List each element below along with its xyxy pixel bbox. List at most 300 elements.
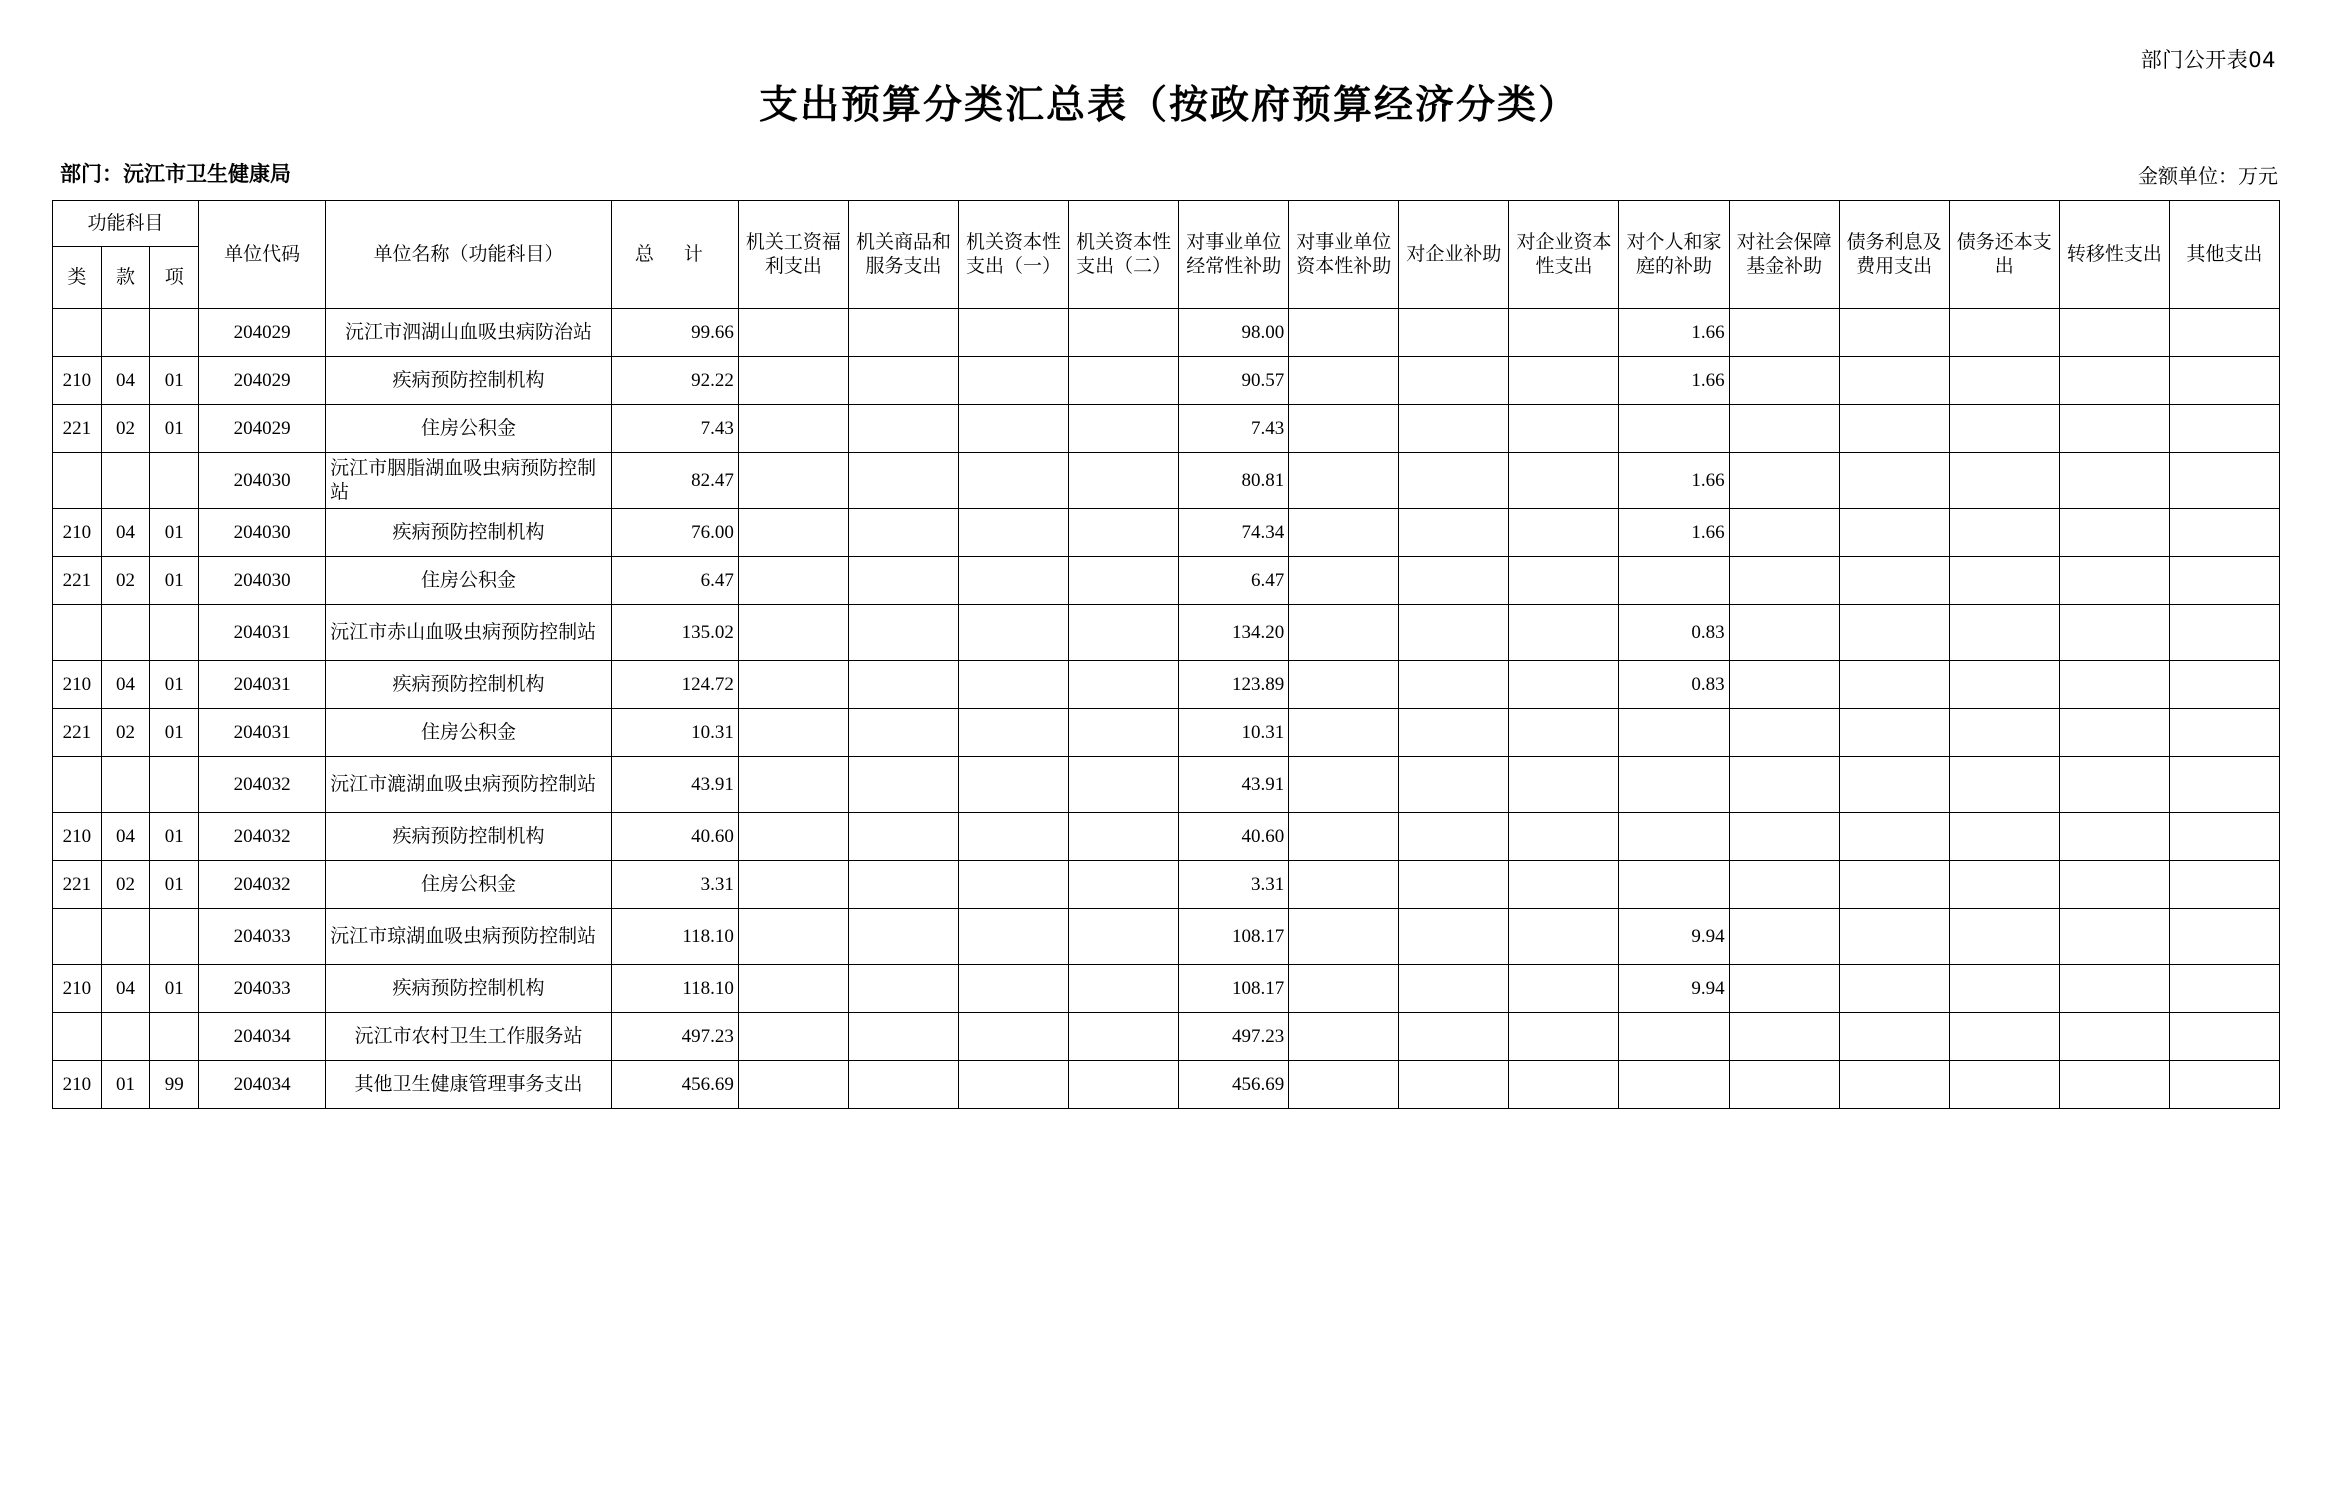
cell-col-1	[738, 661, 848, 709]
cell-kuan: 04	[101, 357, 150, 405]
cell-col-10	[1729, 1013, 1839, 1061]
cell-col-9	[1619, 557, 1729, 605]
cell-col-5: 108.17	[1179, 965, 1289, 1013]
cell-unit-code: 204029	[199, 405, 326, 453]
cell-col-7	[1399, 661, 1509, 709]
cell-xiang: 01	[150, 661, 199, 709]
cell-unit-code: 204030	[199, 453, 326, 509]
cell-col-11	[1839, 605, 1949, 661]
cell-col-7	[1399, 309, 1509, 357]
cell-xiang: 99	[150, 1061, 199, 1109]
cell-col-10	[1729, 453, 1839, 509]
cell-col-11	[1839, 757, 1949, 813]
cell-col-7	[1399, 757, 1509, 813]
cell-kuan: 02	[101, 861, 150, 909]
cell-col-10	[1729, 557, 1839, 605]
cell-col-6	[1289, 453, 1399, 509]
cell-col-13	[2059, 861, 2169, 909]
cell-lei	[53, 1013, 102, 1061]
cell-col-4	[1069, 1061, 1179, 1109]
cell-col-4	[1069, 709, 1179, 757]
table-row	[53, 709, 2280, 757]
cell-col-7	[1399, 813, 1509, 861]
cell-col-4	[1069, 965, 1179, 1013]
cell-col-6	[1289, 813, 1399, 861]
cell-col-5: 6.47	[1179, 557, 1289, 605]
cell-col-2	[848, 309, 958, 357]
cell-col-10	[1729, 709, 1839, 757]
cell-lei: 210	[53, 965, 102, 1013]
table-row	[53, 509, 2280, 557]
cell-col-8	[1509, 605, 1619, 661]
cell-unit-name: 沅江市琼湖血吸虫病预防控制站	[326, 909, 612, 965]
cell-col-13	[2059, 813, 2169, 861]
cell-unit-code: 204029	[199, 357, 326, 405]
cell-col-3	[959, 1061, 1069, 1109]
cell-col-5: 108.17	[1179, 909, 1289, 965]
cell-col-2	[848, 813, 958, 861]
cell-col-11	[1839, 1061, 1949, 1109]
cell-col-13	[2059, 453, 2169, 509]
cell-col-11	[1839, 405, 1949, 453]
cell-col-11	[1839, 965, 1949, 1013]
cell-total: 135.02	[611, 605, 738, 661]
cell-xiang: 01	[150, 509, 199, 557]
cell-xiang	[150, 909, 199, 965]
cell-lei	[53, 605, 102, 661]
cell-unit-code: 204033	[199, 965, 326, 1013]
cell-col-1	[738, 1061, 848, 1109]
cell-col-9	[1619, 405, 1729, 453]
cell-col-1	[738, 453, 848, 509]
cell-lei: 210	[53, 1061, 102, 1109]
header-unit-name: 单位名称（功能科目）	[326, 201, 612, 309]
cell-unit-name: 沅江市泗湖山血吸虫病防治站	[326, 309, 612, 357]
cell-lei	[53, 757, 102, 813]
cell-xiang	[150, 453, 199, 509]
cell-col-5: 3.31	[1179, 861, 1289, 909]
cell-lei: 210	[53, 357, 102, 405]
cell-unit-code: 204032	[199, 757, 326, 813]
cell-col-9: 1.66	[1619, 357, 1729, 405]
cell-col-11	[1839, 309, 1949, 357]
cell-col-4	[1069, 909, 1179, 965]
cell-col-5: 74.34	[1179, 509, 1289, 557]
cell-xiang	[150, 1013, 199, 1061]
header-col-11: 债务利息及费用支出	[1839, 201, 1949, 309]
budget-table	[52, 200, 2280, 1109]
cell-col-12	[1949, 1013, 2059, 1061]
department-label: 部门：沅江市卫生健康局	[60, 162, 291, 186]
cell-col-12	[1949, 405, 2059, 453]
cell-col-8	[1509, 861, 1619, 909]
cell-col-13	[2059, 405, 2169, 453]
cell-col-14	[2169, 357, 2279, 405]
cell-col-14	[2169, 605, 2279, 661]
cell-col-13	[2059, 557, 2169, 605]
cell-col-3	[959, 861, 1069, 909]
cell-unit-name: 沅江市赤山血吸虫病预防控制站	[326, 605, 612, 661]
cell-total: 7.43	[611, 405, 738, 453]
header-lei: 类	[53, 247, 102, 309]
cell-col-6	[1289, 605, 1399, 661]
cell-lei	[53, 309, 102, 357]
cell-col-2	[848, 757, 958, 813]
cell-col-5: 456.69	[1179, 1061, 1289, 1109]
cell-kuan	[101, 309, 150, 357]
cell-kuan	[101, 909, 150, 965]
cell-unit-name: 住房公积金	[326, 861, 612, 909]
cell-col-13	[2059, 309, 2169, 357]
cell-col-12	[1949, 965, 2059, 1013]
cell-col-2	[848, 709, 958, 757]
cell-unit-name: 疾病预防控制机构	[326, 509, 612, 557]
cell-col-13	[2059, 909, 2169, 965]
cell-col-10	[1729, 309, 1839, 357]
cell-unit-name: 住房公积金	[326, 709, 612, 757]
cell-col-3	[959, 909, 1069, 965]
cell-col-13	[2059, 1061, 2169, 1109]
cell-lei	[53, 453, 102, 509]
cell-col-3	[959, 357, 1069, 405]
cell-col-7	[1399, 861, 1509, 909]
cell-kuan	[101, 453, 150, 509]
cell-col-6	[1289, 1013, 1399, 1061]
header-col-4: 机关资本性支出（二）	[1069, 201, 1179, 309]
table-row	[53, 453, 2280, 509]
cell-col-5: 43.91	[1179, 757, 1289, 813]
cell-col-1	[738, 757, 848, 813]
cell-col-12	[1949, 557, 2059, 605]
cell-col-3	[959, 309, 1069, 357]
header-col-6: 对事业单位资本性补助	[1289, 201, 1399, 309]
table-body	[53, 309, 2280, 1109]
cell-col-9	[1619, 1013, 1729, 1061]
header-unit-code: 单位代码	[199, 201, 326, 309]
cell-unit-code: 204033	[199, 909, 326, 965]
cell-unit-name: 疾病预防控制机构	[326, 357, 612, 405]
cell-col-6	[1289, 405, 1399, 453]
cell-col-3	[959, 1013, 1069, 1061]
cell-col-12	[1949, 661, 2059, 709]
cell-kuan: 02	[101, 405, 150, 453]
cell-col-7	[1399, 605, 1509, 661]
cell-col-14	[2169, 861, 2279, 909]
cell-col-5: 134.20	[1179, 605, 1289, 661]
cell-col-5: 123.89	[1179, 661, 1289, 709]
cell-col-6	[1289, 1061, 1399, 1109]
table-header	[53, 201, 2280, 309]
cell-col-1	[738, 557, 848, 605]
cell-col-11	[1839, 813, 1949, 861]
cell-col-4	[1069, 405, 1179, 453]
cell-col-6	[1289, 965, 1399, 1013]
cell-col-1	[738, 861, 848, 909]
cell-col-7	[1399, 405, 1509, 453]
table-row	[53, 757, 2280, 813]
cell-col-5: 98.00	[1179, 309, 1289, 357]
cell-col-14	[2169, 813, 2279, 861]
cell-col-3	[959, 757, 1069, 813]
header-kuan: 款	[101, 247, 150, 309]
cell-col-2	[848, 965, 958, 1013]
cell-col-14	[2169, 453, 2279, 509]
cell-total: 124.72	[611, 661, 738, 709]
cell-lei: 221	[53, 709, 102, 757]
header-total: 总 计	[611, 201, 738, 309]
cell-unit-name: 住房公积金	[326, 557, 612, 605]
cell-col-12	[1949, 909, 2059, 965]
cell-col-10	[1729, 813, 1839, 861]
table-row	[53, 861, 2280, 909]
cell-col-8	[1509, 357, 1619, 405]
cell-col-9: 1.66	[1619, 509, 1729, 557]
cell-col-13	[2059, 661, 2169, 709]
cell-col-7	[1399, 453, 1509, 509]
cell-col-12	[1949, 813, 2059, 861]
cell-col-2	[848, 405, 958, 453]
cell-xiang: 01	[150, 813, 199, 861]
cell-total: 6.47	[611, 557, 738, 605]
cell-col-4	[1069, 605, 1179, 661]
cell-col-9	[1619, 813, 1729, 861]
table-row	[53, 965, 2280, 1013]
cell-col-1	[738, 965, 848, 1013]
cell-unit-code: 204031	[199, 605, 326, 661]
table-row	[53, 405, 2280, 453]
cell-col-3	[959, 661, 1069, 709]
table-row	[53, 357, 2280, 405]
cell-total: 3.31	[611, 861, 738, 909]
cell-xiang	[150, 605, 199, 661]
cell-kuan: 01	[101, 1061, 150, 1109]
cell-xiang: 01	[150, 557, 199, 605]
cell-col-12	[1949, 357, 2059, 405]
cell-col-6	[1289, 557, 1399, 605]
cell-col-2	[848, 909, 958, 965]
cell-unit-name: 住房公积金	[326, 405, 612, 453]
cell-col-3	[959, 453, 1069, 509]
cell-col-7	[1399, 557, 1509, 605]
cell-col-12	[1949, 757, 2059, 813]
header-col-9: 对个人和家庭的补助	[1619, 201, 1729, 309]
cell-total: 82.47	[611, 453, 738, 509]
cell-col-1	[738, 605, 848, 661]
cell-col-12	[1949, 1061, 2059, 1109]
cell-col-3	[959, 509, 1069, 557]
cell-col-9: 1.66	[1619, 309, 1729, 357]
cell-col-3	[959, 405, 1069, 453]
cell-col-1	[738, 709, 848, 757]
cell-col-11	[1839, 861, 1949, 909]
cell-col-10	[1729, 1061, 1839, 1109]
cell-col-11	[1839, 909, 1949, 965]
cell-col-3	[959, 605, 1069, 661]
cell-col-7	[1399, 357, 1509, 405]
cell-col-5: 80.81	[1179, 453, 1289, 509]
cell-col-6	[1289, 709, 1399, 757]
cell-total: 40.60	[611, 813, 738, 861]
cell-xiang	[150, 309, 199, 357]
cell-col-8	[1509, 965, 1619, 1013]
cell-col-14	[2169, 709, 2279, 757]
cell-unit-name: 疾病预防控制机构	[326, 661, 612, 709]
header-col-7: 对企业补助	[1399, 201, 1509, 309]
table-row	[53, 909, 2280, 965]
cell-col-6	[1289, 661, 1399, 709]
cell-col-9: 0.83	[1619, 605, 1729, 661]
cell-col-5: 10.31	[1179, 709, 1289, 757]
cell-total: 92.22	[611, 357, 738, 405]
cell-col-11	[1839, 509, 1949, 557]
cell-unit-name: 沅江市胭脂湖血吸虫病预防控制站	[326, 453, 612, 509]
cell-col-9	[1619, 1061, 1729, 1109]
cell-unit-code: 204031	[199, 661, 326, 709]
cell-col-5: 7.43	[1179, 405, 1289, 453]
cell-unit-name: 疾病预防控制机构	[326, 965, 612, 1013]
cell-col-7	[1399, 509, 1509, 557]
cell-kuan: 04	[101, 509, 150, 557]
cell-col-4	[1069, 453, 1179, 509]
cell-col-10	[1729, 965, 1839, 1013]
cell-col-4	[1069, 309, 1179, 357]
table-row	[53, 557, 2280, 605]
cell-total: 118.10	[611, 965, 738, 1013]
cell-col-4	[1069, 861, 1179, 909]
cell-col-14	[2169, 509, 2279, 557]
cell-col-10	[1729, 661, 1839, 709]
cell-col-9: 9.94	[1619, 909, 1729, 965]
header-col-5: 对事业单位经常性补助	[1179, 201, 1289, 309]
cell-col-2	[848, 357, 958, 405]
header-col-14: 其他支出	[2169, 201, 2279, 309]
cell-col-1	[738, 309, 848, 357]
cell-unit-name: 沅江市农村卫生工作服务站	[326, 1013, 612, 1061]
cell-col-4	[1069, 1013, 1179, 1061]
cell-col-13	[2059, 709, 2169, 757]
cell-col-8	[1509, 309, 1619, 357]
page-title: 支出预算分类汇总表（按政府预算经济分类）	[758, 83, 1579, 128]
cell-kuan	[101, 605, 150, 661]
cell-col-2	[848, 605, 958, 661]
cell-total: 118.10	[611, 909, 738, 965]
cell-col-13	[2059, 509, 2169, 557]
header-function-group: 功能科目	[53, 201, 199, 247]
cell-col-13	[2059, 1013, 2169, 1061]
cell-col-6	[1289, 909, 1399, 965]
cell-unit-code: 204030	[199, 509, 326, 557]
cell-col-14	[2169, 309, 2279, 357]
cell-col-10	[1729, 509, 1839, 557]
cell-col-4	[1069, 661, 1179, 709]
cell-col-2	[848, 1013, 958, 1061]
cell-col-8	[1509, 509, 1619, 557]
cell-col-4	[1069, 557, 1179, 605]
cell-col-2	[848, 1061, 958, 1109]
amount-unit-label: 金额单位：万元	[2138, 164, 2278, 188]
cell-lei	[53, 909, 102, 965]
cell-unit-code: 204029	[199, 309, 326, 357]
cell-col-13	[2059, 605, 2169, 661]
cell-col-5: 40.60	[1179, 813, 1289, 861]
cell-unit-code: 204031	[199, 709, 326, 757]
cell-kuan	[101, 1013, 150, 1061]
cell-col-3	[959, 965, 1069, 1013]
cell-col-4	[1069, 757, 1179, 813]
cell-col-9: 9.94	[1619, 965, 1729, 1013]
cell-total: 43.91	[611, 757, 738, 813]
meta-line	[52, 158, 2286, 192]
cell-col-8	[1509, 1061, 1619, 1109]
cell-lei: 221	[53, 861, 102, 909]
cell-col-6	[1289, 509, 1399, 557]
cell-kuan: 04	[101, 965, 150, 1013]
cell-xiang: 01	[150, 357, 199, 405]
cell-col-9	[1619, 709, 1729, 757]
cell-unit-code: 204032	[199, 813, 326, 861]
cell-col-13	[2059, 757, 2169, 813]
cell-col-4	[1069, 509, 1179, 557]
cell-col-1	[738, 909, 848, 965]
cell-total: 10.31	[611, 709, 738, 757]
cell-col-8	[1509, 757, 1619, 813]
cell-col-14	[2169, 405, 2279, 453]
cell-col-14	[2169, 909, 2279, 965]
cell-col-8	[1509, 909, 1619, 965]
cell-col-1	[738, 357, 848, 405]
table-row	[53, 1013, 2280, 1061]
cell-unit-code: 204034	[199, 1061, 326, 1109]
cell-unit-name: 疾病预防控制机构	[326, 813, 612, 861]
header-col-8: 对企业资本性支出	[1509, 201, 1619, 309]
cell-kuan	[101, 757, 150, 813]
table-row	[53, 309, 2280, 357]
header-xiang: 项	[150, 247, 199, 309]
cell-lei: 210	[53, 509, 102, 557]
header-col-12: 债务还本支出	[1949, 201, 2059, 309]
table-row	[53, 661, 2280, 709]
cell-col-1	[738, 405, 848, 453]
cell-col-14	[2169, 757, 2279, 813]
cell-col-5: 90.57	[1179, 357, 1289, 405]
cell-lei: 210	[53, 661, 102, 709]
cell-total: 99.66	[611, 309, 738, 357]
cell-col-12	[1949, 453, 2059, 509]
cell-lei: 221	[53, 557, 102, 605]
table-row	[53, 1061, 2280, 1109]
form-number-note: 部门公开表04	[2140, 48, 2276, 72]
header-col-10: 对社会保障基金补助	[1729, 201, 1839, 309]
table-row	[53, 813, 2280, 861]
cell-col-13	[2059, 965, 2169, 1013]
header-col-2: 机关商品和服务支出	[848, 201, 958, 309]
cell-col-9: 1.66	[1619, 453, 1729, 509]
cell-xiang: 01	[150, 709, 199, 757]
cell-col-10	[1729, 357, 1839, 405]
cell-kuan: 04	[101, 661, 150, 709]
cell-col-1	[738, 1013, 848, 1061]
cell-col-6	[1289, 309, 1399, 357]
cell-col-11	[1839, 1013, 1949, 1061]
cell-unit-name: 其他卫生健康管理事务支出	[326, 1061, 612, 1109]
cell-col-10	[1729, 405, 1839, 453]
cell-kuan: 02	[101, 709, 150, 757]
cell-col-8	[1509, 661, 1619, 709]
cell-col-8	[1509, 1013, 1619, 1061]
cell-kuan: 02	[101, 557, 150, 605]
cell-xiang: 01	[150, 861, 199, 909]
cell-col-1	[738, 813, 848, 861]
